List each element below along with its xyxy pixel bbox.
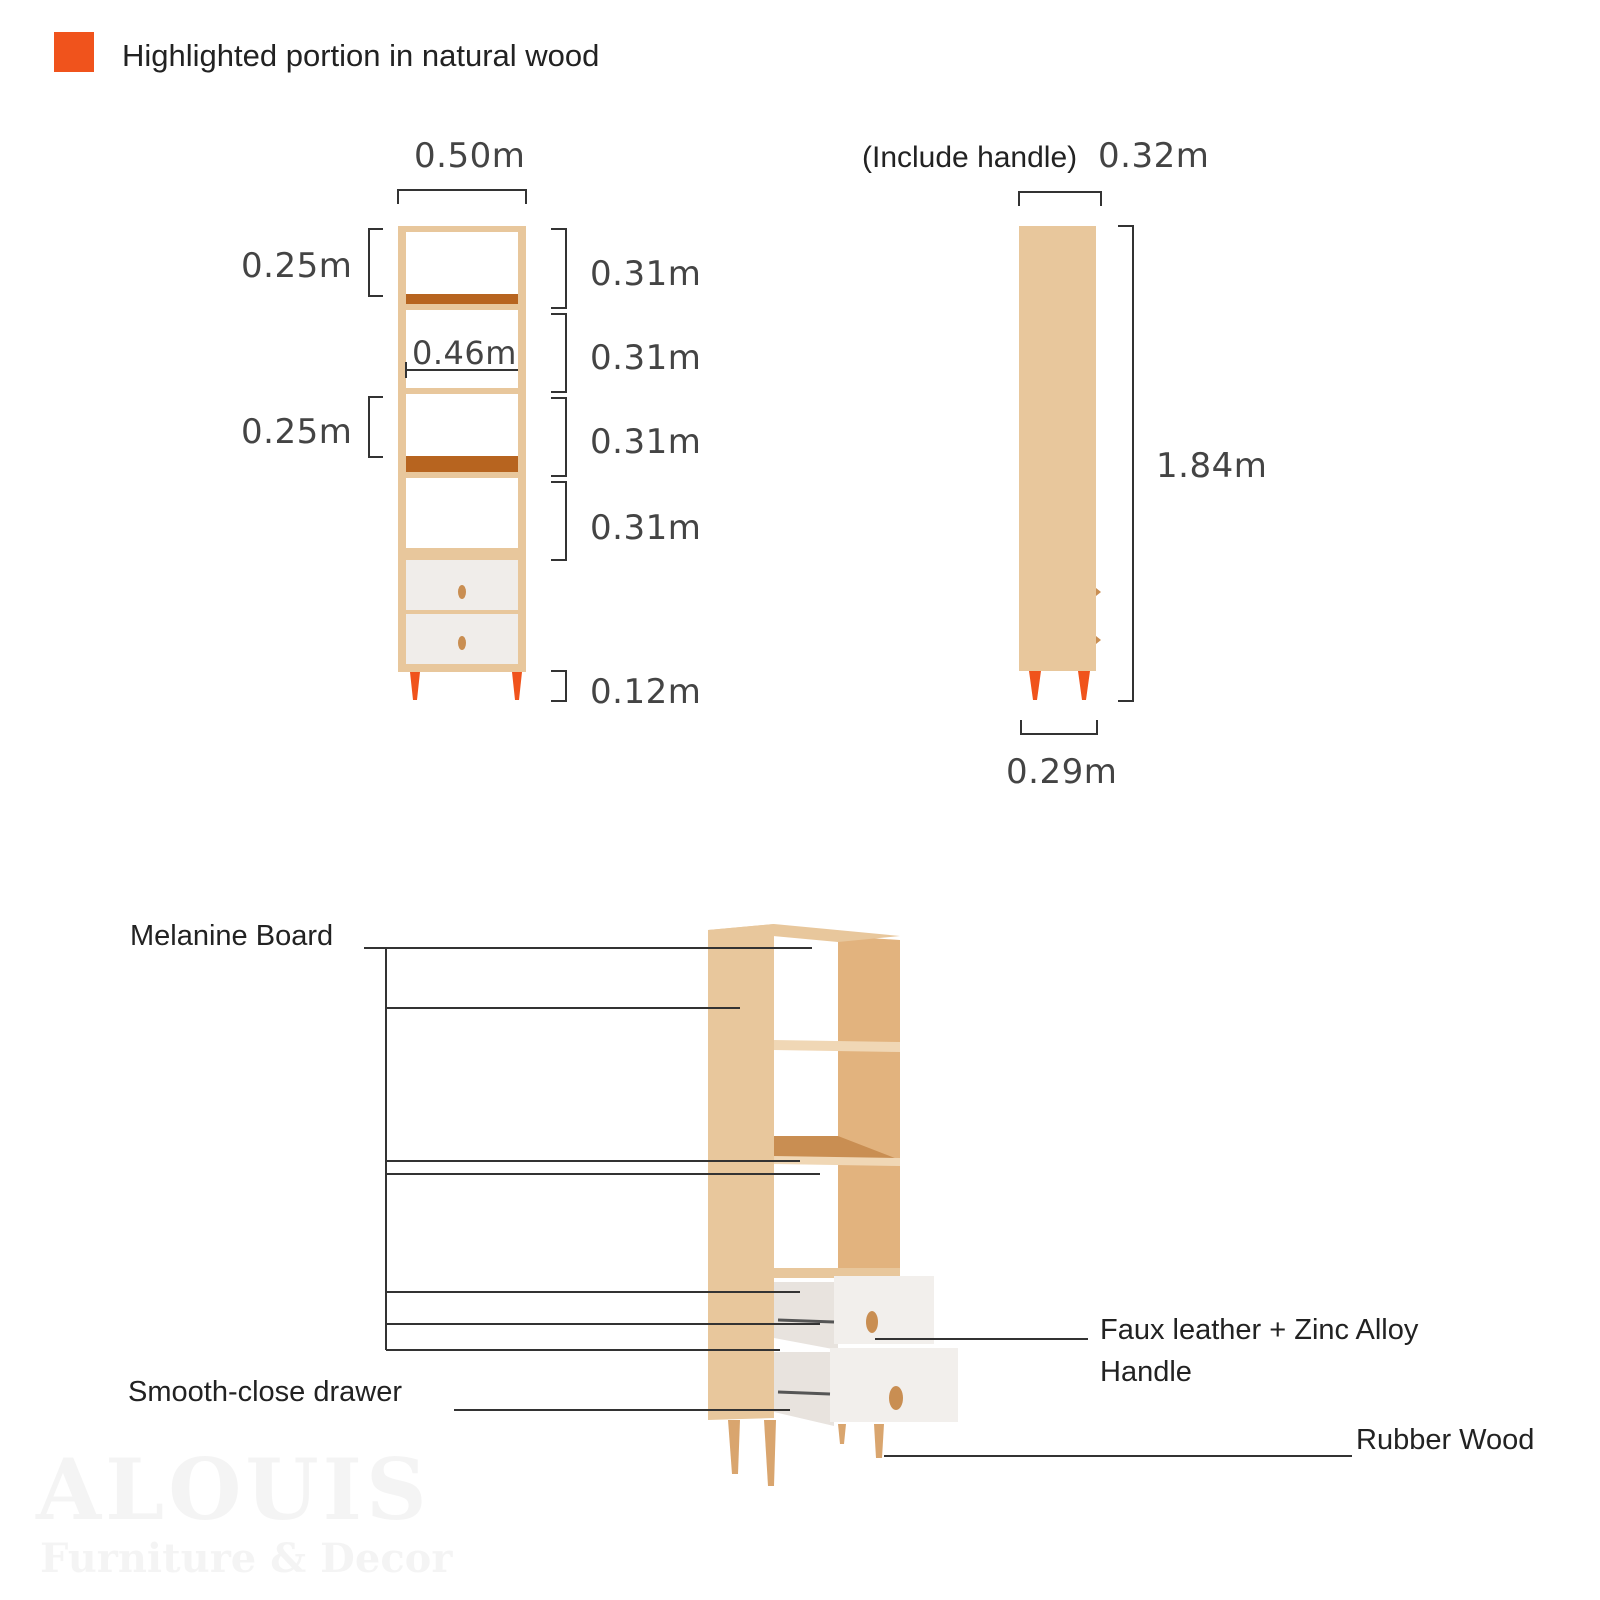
shelf-1 <box>773 1040 900 1052</box>
watermark-tagline <box>40 1535 452 1582</box>
side-handle-nub-1 <box>1096 588 1101 596</box>
front-opening-1 <box>406 232 518 294</box>
side-top-bracket <box>1019 192 1101 206</box>
legend-text: Highlighted portion in natural wood <box>122 38 600 73</box>
height-bracket <box>1118 226 1133 701</box>
side-view <box>1019 192 1133 734</box>
perspective-view <box>364 924 1352 1486</box>
leg-front-right <box>764 1420 776 1486</box>
drawer-lower-side <box>774 1352 834 1426</box>
legend-swatch <box>54 32 94 72</box>
side-leg-front <box>1029 671 1041 700</box>
right-bracket-3 <box>551 398 566 476</box>
front-shelf-1 <box>406 294 518 304</box>
leg-mid <box>838 1424 846 1444</box>
drawer-lower-handle <box>889 1386 903 1410</box>
width-label: 0.50m <box>414 136 526 176</box>
bottom-depth-label: 0.29m <box>1006 752 1118 792</box>
drawer-upper-handle <box>866 1311 878 1333</box>
right-side-panel <box>838 936 900 1276</box>
side-panel <box>1019 226 1096 671</box>
left-dim-1: 0.25m <box>241 246 353 286</box>
left-side-panel <box>708 924 774 1420</box>
right-bracket-2 <box>551 314 566 392</box>
drawer-lower-front <box>830 1348 958 1422</box>
side-leg-back <box>1078 671 1090 700</box>
right-dim-4: 0.31m <box>590 508 702 548</box>
front-leg-left <box>410 672 420 700</box>
slide-rail-upper <box>778 1320 834 1322</box>
watermark-brand <box>36 1440 431 1539</box>
right-dim-2: 0.31m <box>590 338 702 378</box>
width-bracket <box>398 190 526 204</box>
front-opening-3 <box>406 394 518 456</box>
left-dim-2: 0.25m <box>241 412 353 452</box>
top-depth-label: 0.32m <box>1098 136 1210 176</box>
right-bracket-legs <box>551 671 566 701</box>
front-drawer-1-handle <box>458 585 466 599</box>
side-handle-nub-2 <box>1096 636 1101 644</box>
rubber-label: Rubber Wood <box>1356 1424 1535 1456</box>
drawer-label: Smooth-close drawer <box>128 1376 402 1408</box>
inner-width-label: 0.46m <box>412 334 517 372</box>
leg-height-label: 0.12m <box>590 672 702 712</box>
front-leg-right <box>512 672 522 700</box>
front-view <box>369 190 566 701</box>
include-handle-label: (Include handle) <box>862 141 1078 174</box>
slide-rail-lower <box>778 1392 830 1394</box>
handle-label-line2: Handle <box>1100 1356 1192 1388</box>
leg-front-left <box>728 1420 740 1474</box>
left-bracket-2 <box>369 397 383 457</box>
drawer-upper-front <box>834 1276 934 1344</box>
front-opening-4 <box>406 478 518 548</box>
handle-label-line1: Faux leather + Zinc Alloy <box>1100 1314 1419 1346</box>
melanine-label: Melanine Board <box>130 920 334 952</box>
right-bracket-4 <box>551 482 566 560</box>
right-bracket-1 <box>551 229 566 308</box>
left-bracket-1 <box>369 229 383 296</box>
front-shelf-3 <box>406 456 518 472</box>
front-drawer-2-handle <box>458 636 466 650</box>
right-dim-3: 0.31m <box>590 422 702 462</box>
right-dim-1: 0.31m <box>590 254 702 294</box>
leg-back-right <box>874 1424 884 1458</box>
height-label: 1.84m <box>1156 446 1268 486</box>
side-bottom-bracket <box>1021 720 1097 734</box>
